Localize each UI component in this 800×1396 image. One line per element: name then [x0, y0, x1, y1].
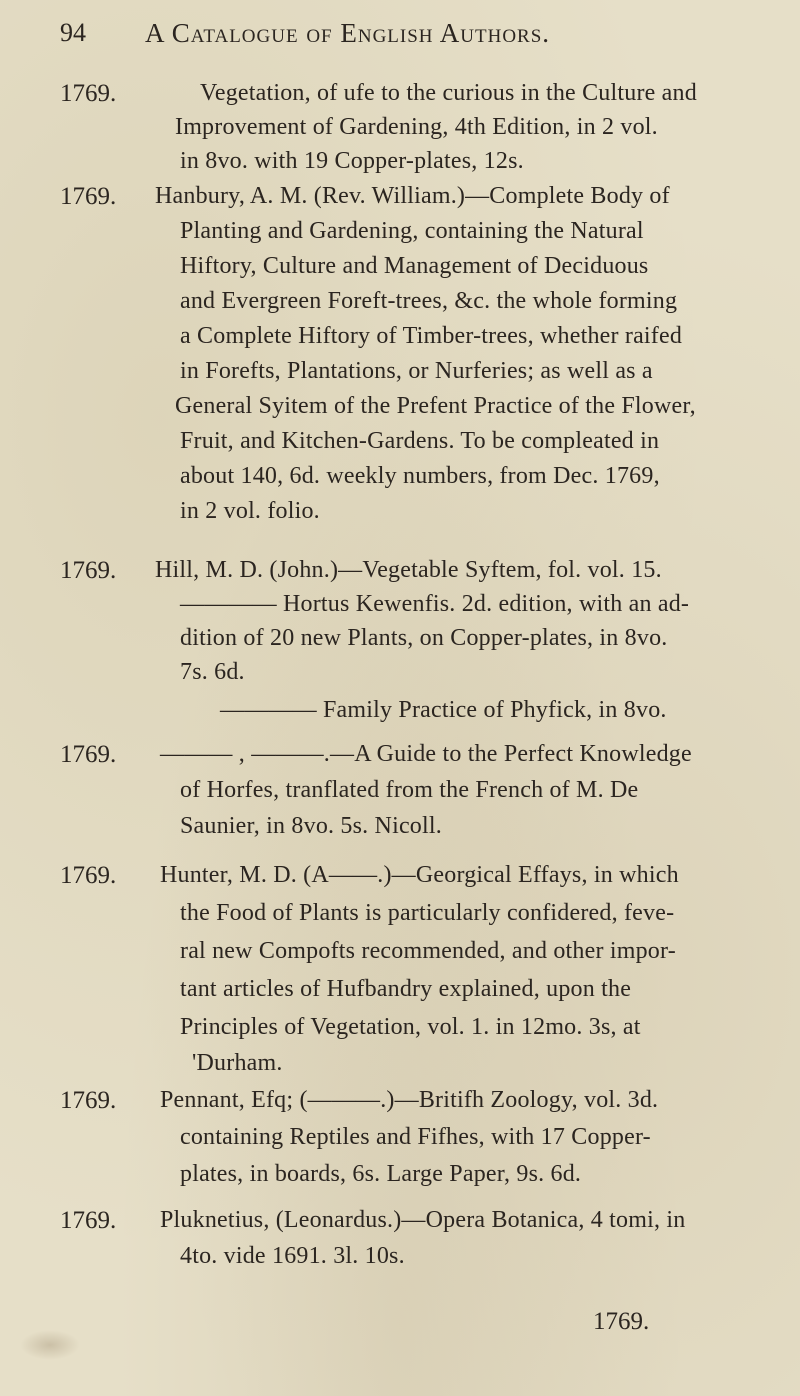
entry-line: ——— , ———.—A Guide to the Perfect Knowledge: [160, 741, 692, 767]
entry-line: Vegetation, of ufe to the curious in the Culture and: [200, 80, 697, 106]
entry-line: Hiftory, Culture and Management of Deciduous: [180, 253, 649, 279]
running-head: A Catalogue of English Authors.: [145, 18, 551, 48]
entry-line: ———— Hortus Kewenfis. 2d. edition, with an ad-: [180, 591, 690, 617]
entry-line: plates, in boards, 6s. Large Paper, 9s. 6d.: [180, 1161, 582, 1187]
entry-line: Improvement of Gardening, 4th Edition, in 2 vol.: [175, 114, 658, 140]
entry-line: containing Reptiles and Fifhes, with 17 Copper-: [180, 1124, 651, 1150]
entry-line: Planting and Gardening, containing the Natural: [180, 218, 644, 244]
entry-line: ———— Family Practice of Phyfick, in 8vo.: [220, 697, 667, 723]
entry-line: 'Durham.: [192, 1050, 283, 1076]
entry-line: in 2 vol. folio.: [180, 498, 320, 524]
entry-line: of Horfes, tranflated from the French of M. De: [180, 777, 639, 803]
entry-line: in Forefts, Plantations, or Nurferies; as well as a: [180, 358, 653, 384]
entry-year: 1769.: [60, 741, 117, 768]
entry-line: Fruit, and Kitchen-Gardens. To be compleated in: [180, 428, 660, 454]
paper-stain: [20, 1330, 80, 1360]
entry-line: tant articles of Hufbandry explained, upon the: [180, 976, 632, 1002]
entry-line: General Syitem of the Prefent Practice of the Flower,: [175, 393, 696, 419]
entry-year: 1769.: [60, 1087, 117, 1114]
catchword: 1769.: [593, 1308, 650, 1335]
entry-line: a Complete Hiftory of Timber-trees, whether raifed: [180, 323, 683, 349]
entry-line: 7s. 6d.: [180, 659, 245, 685]
entry-line: ral new Compofts recommended, and other impor-: [180, 938, 676, 964]
page-number: 94: [60, 18, 86, 47]
entry-year: 1769.: [60, 80, 117, 107]
entry-line: Saunier, in 8vo. 5s. Nicoll.: [180, 813, 442, 839]
page-header: [60, 18, 760, 58]
entry-line: and Evergreen Foreft-trees, &c. the whole forming: [180, 288, 678, 314]
entry-year: 1769.: [60, 1207, 117, 1234]
entry-year: 1769.: [60, 183, 117, 210]
entry-line: Hanbury, A. M. (Rev. William.)—Complete Body of: [155, 183, 670, 209]
entry-line: Principles of Vegetation, vol. 1. in 12mo. 3s, at: [180, 1014, 641, 1040]
entry-line: about 140, 6d. weekly numbers, from Dec. 1769,: [180, 463, 660, 489]
entry-line: Hill, M. D. (John.)—Vegetable Syftem, fol. vol. 15.: [155, 557, 662, 583]
entry-line: the Food of Plants is particularly confidered, feve-: [180, 900, 675, 926]
entry-line: in 8vo. with 19 Copper-plates, 12s.: [180, 148, 524, 174]
entry-line: 4to. vide 1691. 3l. 10s.: [180, 1243, 405, 1269]
entry-year: 1769.: [60, 557, 117, 584]
entry-line: Pennant, Efq; (———.)—Britifh Zoology, vol. 3d.: [160, 1087, 659, 1113]
entry-line: Hunter, M. D. (A——.)—Georgical Effays, in which: [160, 862, 679, 888]
entry-line: Pluknetius, (Leonardus.)—Opera Botanica, 4 tomi, in: [160, 1207, 686, 1233]
entry-line: dition of 20 new Plants, on Copper-plates, in 8vo.: [180, 625, 668, 651]
entry-year: 1769.: [60, 862, 117, 889]
